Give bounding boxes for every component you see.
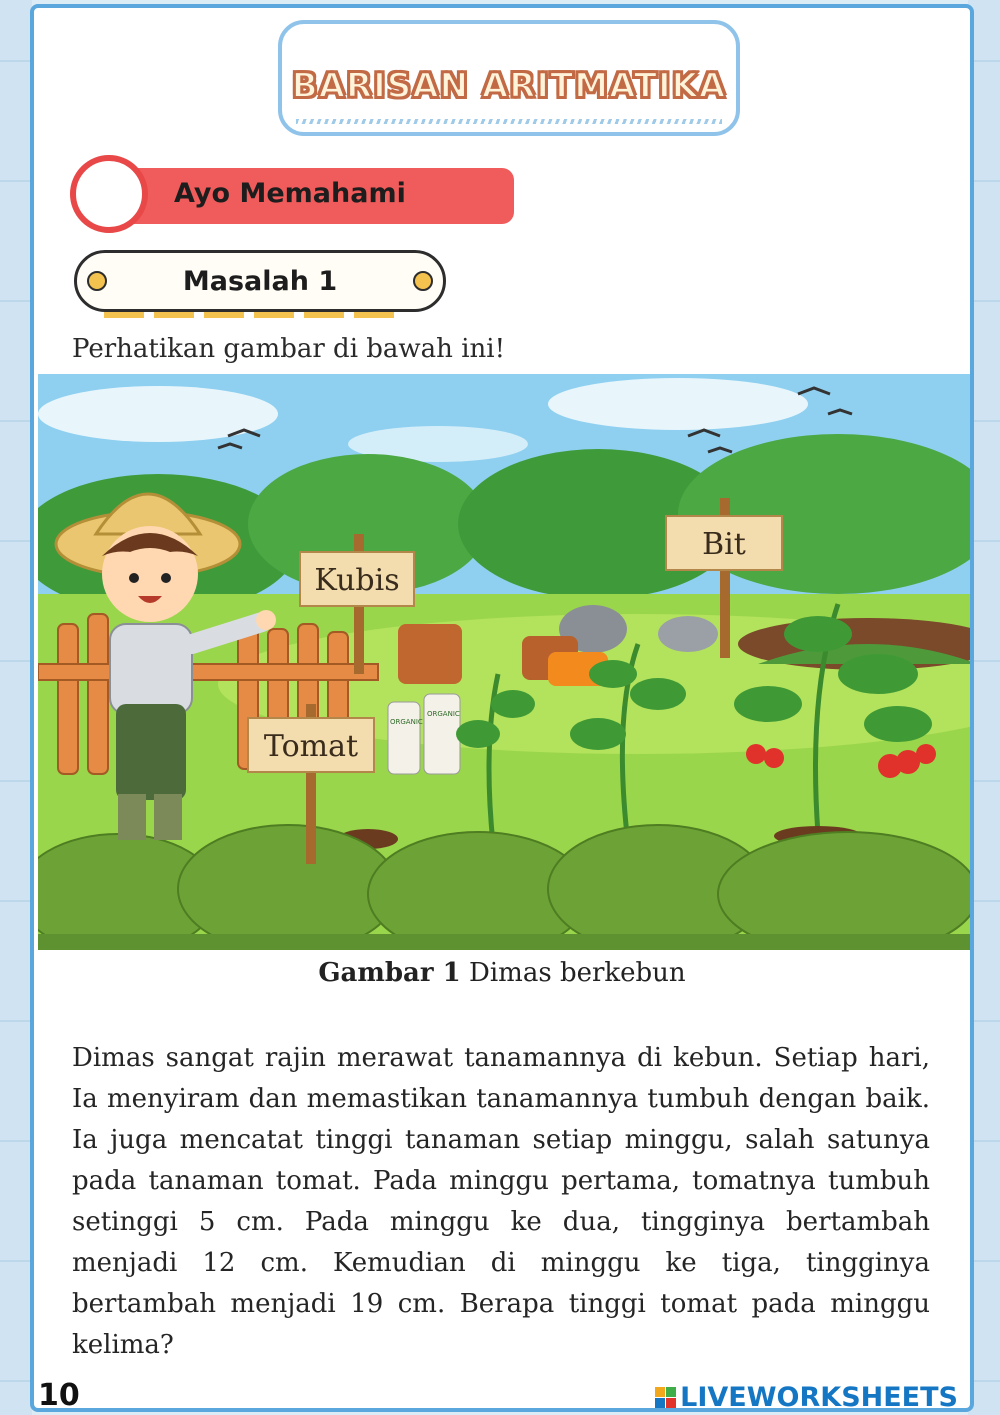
organic-bottle-icon — [388, 702, 420, 774]
brand-name: LIVEWORKSHEETS — [680, 1382, 958, 1413]
worksheet-page — [30, 4, 974, 1412]
page-title: BARISAN ARITMATIKA — [291, 66, 727, 106]
organic-bottle-icon — [424, 694, 460, 774]
page-number: 10 — [38, 1378, 80, 1413]
problem-underline — [104, 312, 404, 318]
problem-badge — [74, 250, 446, 312]
brand-logo — [655, 1382, 958, 1413]
garden-illustration — [38, 374, 970, 950]
caption-prefix: Gambar 1 — [318, 958, 461, 988]
section-label: Ayo Memahami — [174, 178, 406, 209]
caption-text: Dimas berkebun — [460, 958, 686, 988]
badge-dot-icon — [413, 271, 433, 291]
bottle-label: ORGANIC — [390, 718, 423, 726]
story-paragraph: Dimas sangat rajin merawat tanamannya di kebun. Setiap hari, Ia menyiram dan memastikan tanamannya tumbuh dengan baik. Ia juga mencatat tinggi tanaman setiap minggu, salah satunya pada tanaman tomat. Pada minggu pertama, tomatnya tumbuh setinggi 5 cm. Pada minggu ke dua, tingginya bertambah menjadi 12 cm. Kemudian di minggu ke tiga, tingginya bertambah menjadi 19 cm. Berapa tinggi tomat pada minggu kelima? — [72, 1043, 930, 1360]
pot-icon — [398, 624, 462, 684]
title-banner — [278, 20, 740, 136]
sign-bit-label: Bit — [702, 527, 746, 562]
sign-tomat-label: Tomat — [263, 729, 359, 764]
section-circle-icon — [70, 155, 148, 233]
left-decoration — [0, 0, 32, 1415]
instruction-text: Perhatikan gambar di bawah ini! — [72, 334, 506, 364]
liveworksheets-icon — [655, 1387, 676, 1408]
bottle-label: ORGANIC — [427, 710, 460, 718]
figure-caption — [34, 958, 970, 988]
sign-kubis-label: Kubis — [314, 563, 400, 598]
problem-label: Masalah 1 — [182, 266, 338, 297]
